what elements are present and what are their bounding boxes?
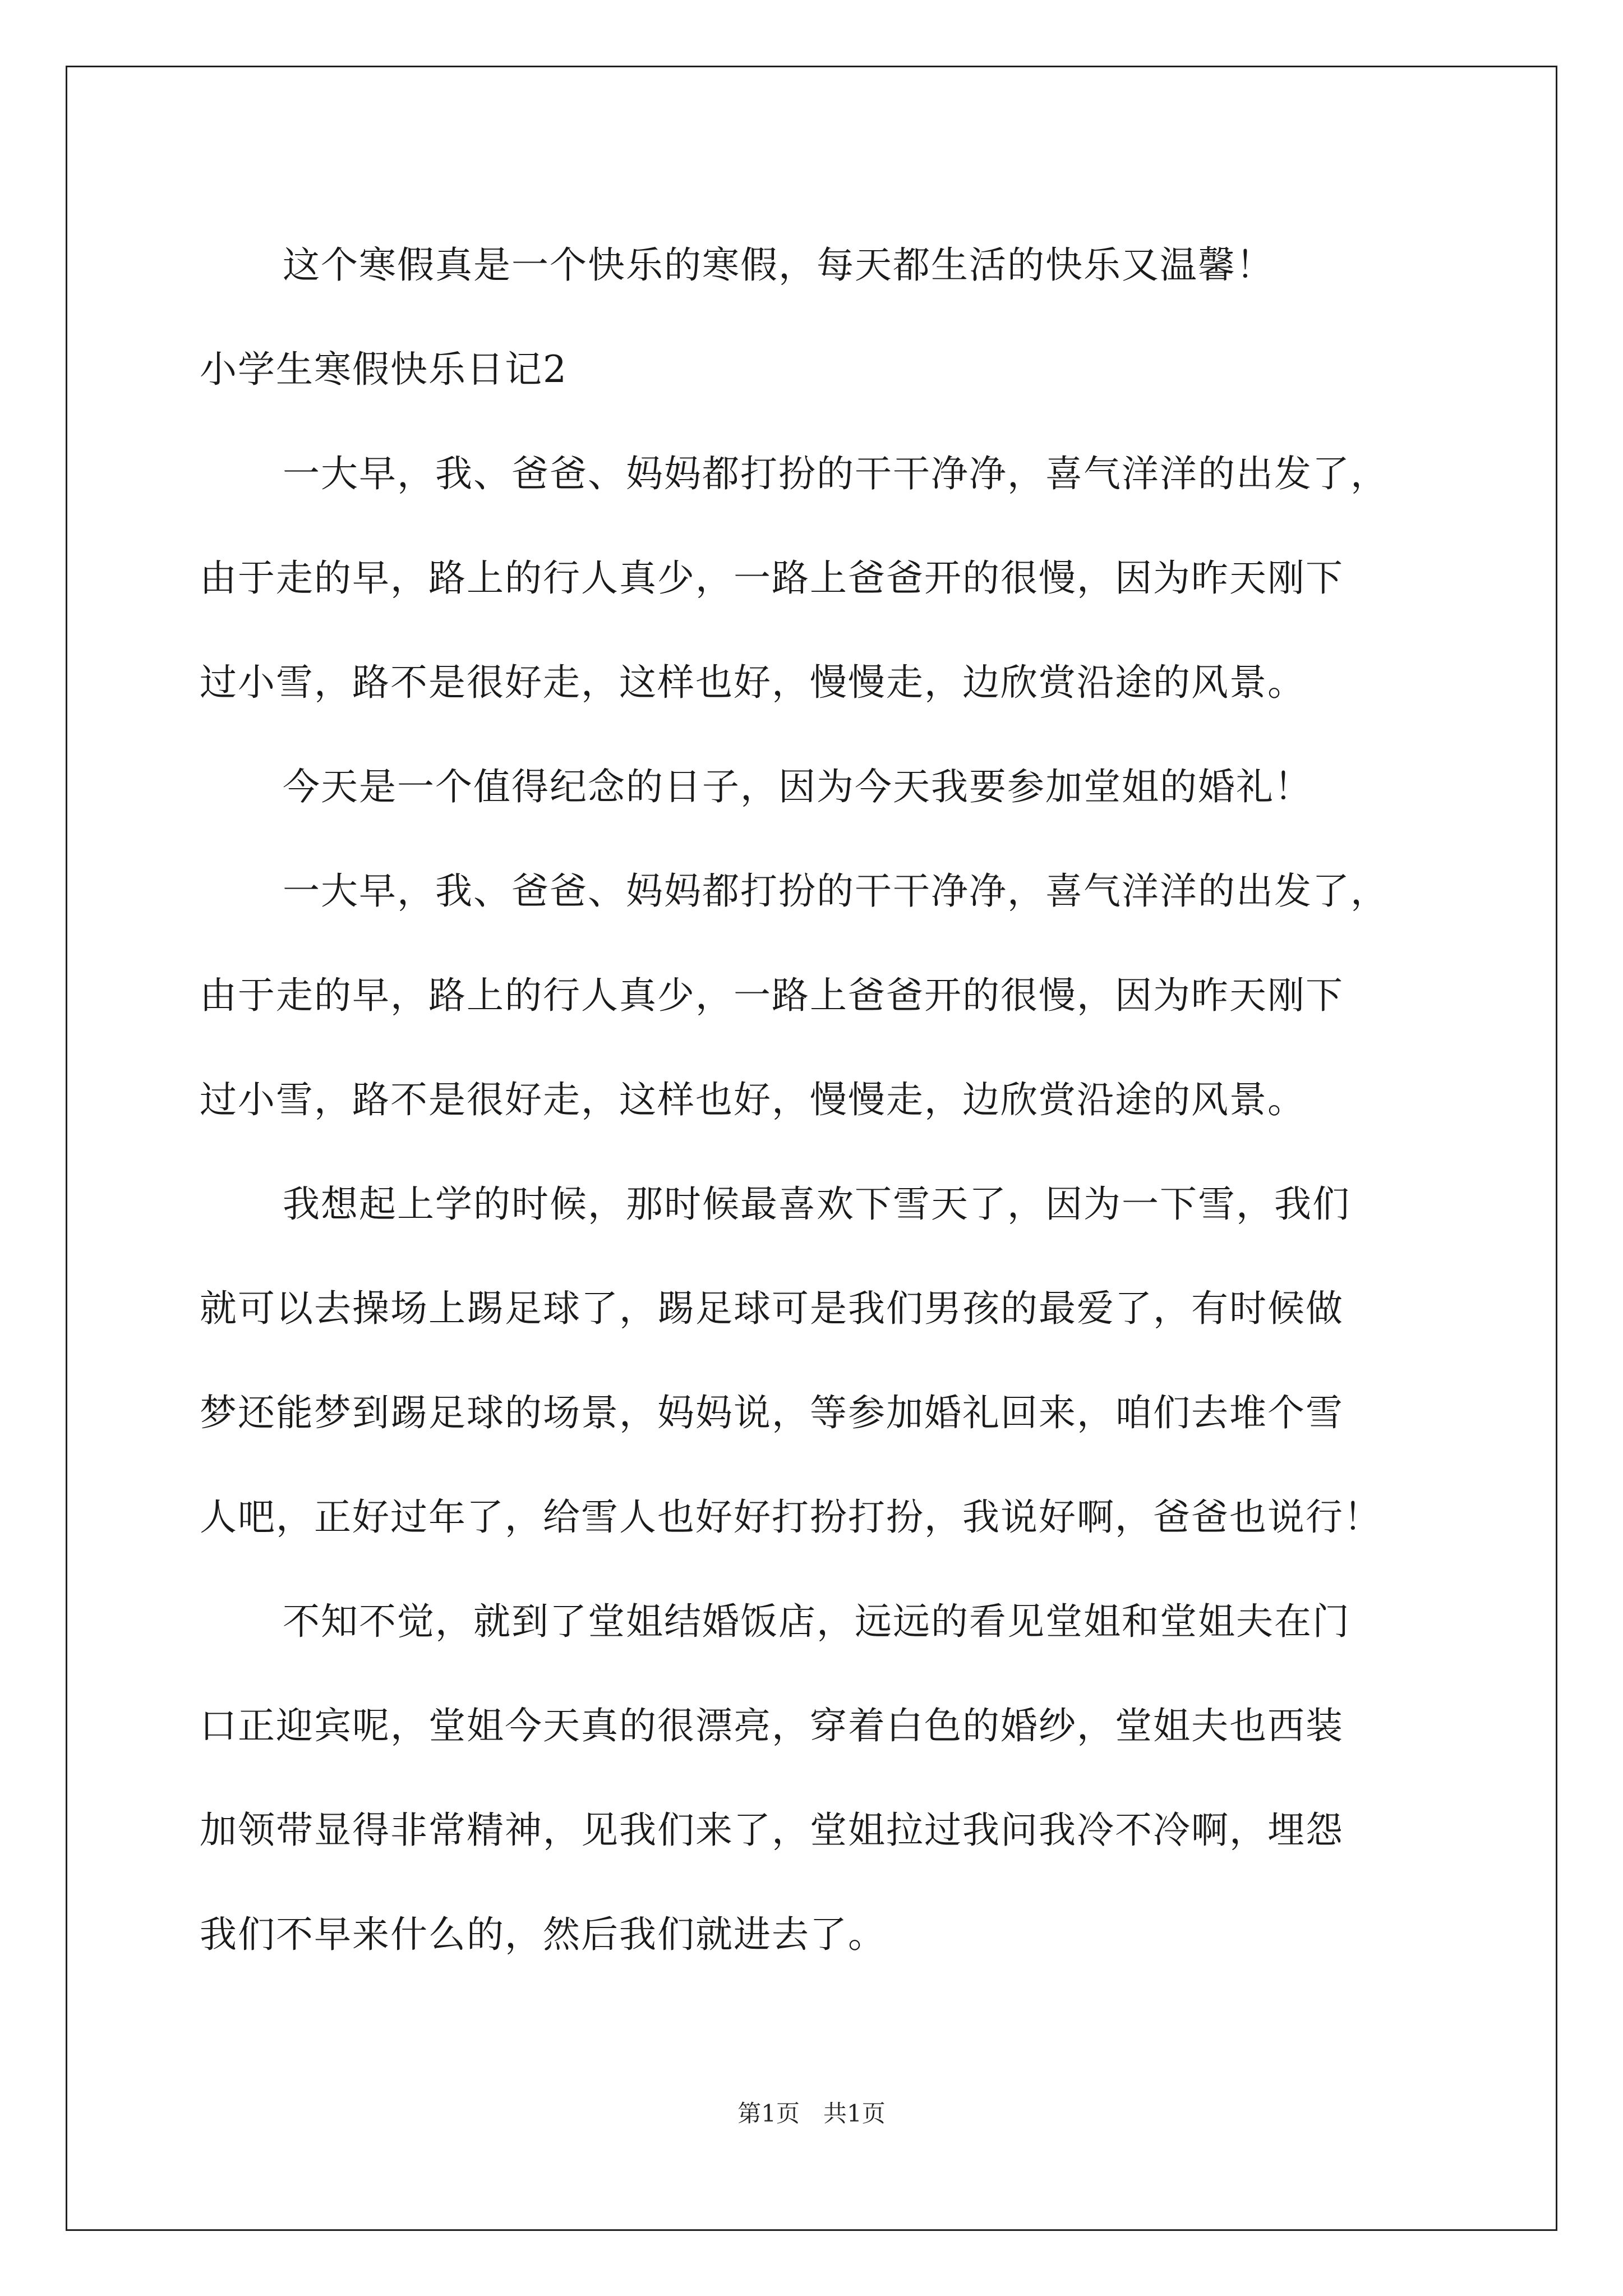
paragraph-intro: 这个寒假真是一个快乐的寒假，每天都生活的快乐又温馨！ [283, 243, 1274, 287]
paragraph-line: 梦还能梦到踢足球的场景，妈妈说，等参加婚礼回来，咱们去堆个雪 [200, 1391, 1344, 1434]
paragraph-3 [200, 839, 1490, 1152]
paragraph-line: 就可以去操场上踢足球了，踢足球可是我们男孩的最爱了，有时候做 [200, 1287, 1344, 1330]
paragraph-line: 不知不觉，就到了堂姐结婚饭店，远远的看见堂姐和堂姐夫在门 [283, 1600, 1350, 1643]
paragraph-line: 过小雪，路不是很好走，这样也好，慢慢走，边欣赏沿途的风景。 [200, 1078, 1306, 1121]
paragraph-line: 口正迎宾呢，堂姐今天真的很漂亮，穿着白色的婚纱，堂姐夫也西装 [200, 1704, 1344, 1747]
paragraph-1 [200, 422, 1490, 735]
paragraph-line: 加领带显得非常精神，见我们来了，堂姐拉过我问我冷不冷啊，埋怨 [200, 1809, 1344, 1852]
paragraph-line: 过小雪，路不是很好走，这样也好，慢慢走，边欣赏沿途的风景。 [200, 661, 1306, 704]
paragraph-line: 我们不早来什么的，然后我们就进去了。 [200, 1913, 886, 1956]
paragraph-line: 由于走的早，路上的行人真少，一路上爸爸开的很慢，因为昨天刚下 [200, 974, 1344, 1017]
paragraph-5 [200, 1570, 1490, 1987]
paragraph-4 [200, 1152, 1490, 1570]
paragraph-line: 人吧，正好过年了，给雪人也好好打扮打扮，我说好啊，爸爸也说行！ [200, 1496, 1382, 1539]
paragraph-line: 一大早，我、爸爸、妈妈都打扮的干干净净，喜气洋洋的出发了， [283, 869, 1389, 913]
document-body [200, 213, 1490, 1987]
page-footer: 第1页 共1页 [737, 2100, 886, 2127]
paragraph-line: 今天是一个值得纪念的日子，因为今天我要参加堂姐的婚礼！ [283, 765, 1312, 808]
paragraph-line: 一大早，我、爸爸、妈妈都打扮的干干净净，喜气洋洋的出发了， [283, 452, 1389, 495]
section-title: 小学生寒假快乐日记2 [200, 348, 568, 391]
paragraph-line: 由于走的早，路上的行人真少，一路上爸爸开的很慢，因为昨天刚下 [200, 556, 1344, 600]
paragraph-2 [200, 735, 1490, 839]
paragraph-line: 我想起上学的时候，那时候最喜欢下雪天了，因为一下雪，我们 [283, 1182, 1350, 1226]
